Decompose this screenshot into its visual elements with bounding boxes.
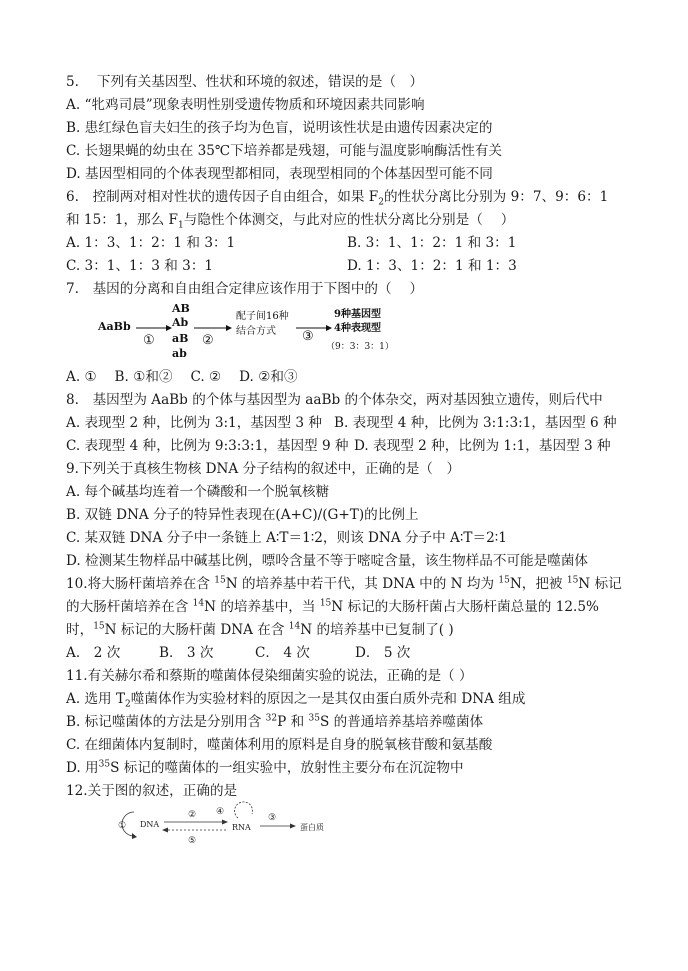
- q11-t2-subscript: 2: [125, 699, 131, 710]
- q12-label-5: ⑤: [188, 836, 197, 846]
- q11-sup-35-b: 35: [98, 759, 111, 770]
- q11-a-part-b: 噬菌体作为实验材料的原因之一是其仅由蛋白质外壳和 DNA 组成: [130, 691, 526, 707]
- q7-result-line2: 4种表现型: [334, 323, 381, 334]
- q11-option-b: [66, 713, 483, 731]
- q11-d-part-a: D. 用: [66, 760, 99, 776]
- q7-middle-line2: 结合方式: [236, 326, 276, 337]
- q5-stem: 5. 下列有关基因型、性状和环境的叙述，错误的是（ ）: [66, 74, 424, 90]
- q6-stem2-part-a: 和 15：1，那么 F: [66, 212, 178, 228]
- q10-l3-part-a: 时，: [66, 622, 94, 638]
- q11-option-c: C. 在细菌体内复制时，噬菌体利用的原料是自身的脱氧核苷酸和氨基酸: [66, 737, 493, 753]
- q10-l2-part-a: 的大肠杆菌培养在含: [66, 599, 193, 615]
- q10-l3-part-c: N 的培养基中已复制了( ): [300, 622, 454, 638]
- q5-option-b: B. 患红绿色盲夫妇生的孩子均为色盲，说明该性状是由遗传因素决定的: [66, 120, 493, 136]
- q7-middle-line1: 配子间16种: [236, 311, 289, 322]
- q7-step3-label: ③: [302, 329, 314, 344]
- q9-option-b: B. 双链 DNA 分子的特异性表现在(A+C)/(G+T)的比例上: [66, 507, 419, 523]
- q11-a-part-a: A. 选用 T: [66, 691, 126, 707]
- q12-protein-label: 蛋白质: [300, 823, 324, 832]
- q11-b-part-b: P 和: [277, 714, 309, 730]
- q7-result-line1: 9种基因型: [334, 309, 381, 320]
- q7-gamete-ab-mixed2: aB: [172, 332, 189, 345]
- q10-sup-15-c: 15: [566, 575, 579, 586]
- q7-options: A. ① B. ①和② C. ② D. ②和③: [66, 369, 298, 385]
- q10-stem-line2: [66, 598, 599, 616]
- q9-stem: 9.下列关于真核生物核 DNA 分子结构的叙述中，正确的是（ ）: [66, 461, 461, 477]
- q10-l1-part-b: N 的培养基中若干代，其 DNA 中的 N 均为: [225, 576, 499, 592]
- q6-stem-line1: [66, 188, 608, 206]
- q10-sup-14-a: 14: [192, 598, 205, 609]
- q10-l2-part-b: N 的培养基中，当: [204, 599, 320, 615]
- q10-stem-line1: [66, 575, 622, 593]
- q9-option-c: C. 某双链 DNA 分子中一条链上 A∶T＝1∶2，则该 DNA 分子中 A∶T＝2∶1: [66, 530, 507, 546]
- q6-option-b: B. 3：1、1：2：1 和 3：1: [347, 235, 517, 251]
- q7-diagram: [90, 300, 430, 362]
- q7-step1-label: ①: [143, 333, 155, 348]
- q10-stem-line3: [66, 621, 454, 639]
- q10-option-d: D． 5 次: [355, 645, 411, 661]
- q12-label-3: ③: [268, 813, 277, 823]
- q6-stem-part-a: 6. 控制两对相对性状的遗传因子自由组合，如果 F: [66, 189, 379, 205]
- q5-option-a: A. “牝鸡司晨”现象表明性别受遗传物质和环境因素共同影响: [66, 97, 425, 113]
- q9-option-a: A. 每个碱基均连着一个磷酸和一个脱氧核糖: [66, 484, 330, 500]
- q10-sup-15-e: 15: [93, 621, 105, 632]
- q12-label-4: ④: [216, 807, 225, 817]
- q12-stem: 12.关于图的叙述，正确的是: [66, 783, 238, 799]
- q12-label-1: ①: [118, 821, 127, 831]
- q12-diagram: [112, 800, 352, 850]
- q10-sup-15-a: 15: [214, 575, 226, 586]
- q10-option-a: A． 2 次: [66, 645, 121, 661]
- q6-f1-subscript: 1: [178, 220, 184, 231]
- q12-label-2: ②: [188, 810, 197, 820]
- q7-step2-label: ②: [202, 333, 214, 348]
- q11-b-part-c: S 的普通培养基培养噬菌体: [319, 714, 484, 730]
- q7-gamete-ab-lower: ab: [172, 347, 187, 360]
- q6-stem-line2: [66, 211, 514, 229]
- q10-option-b: B． 3 次: [159, 645, 214, 661]
- q6-stem2-part-b: 与隐性个体测交，与此对应的性状分离比分别是（ ）: [183, 212, 515, 228]
- q10-sup-15-d: 15: [319, 598, 332, 609]
- q8-stem: 8. 基因型为 AaBb 的个体与基因型为 aaBb 的个体杂交，两对基因独立遗传，则后代中: [66, 392, 603, 408]
- q11-option-d: [66, 759, 464, 777]
- q10-sup-15-b: 15: [498, 575, 510, 586]
- q10-option-c: C． 4 次: [255, 645, 310, 661]
- q11-d-part-b: S 标记的噬菌体的一组实验中，放射性主要分布在沉淀物中: [110, 760, 464, 776]
- q7-gamete-ab-upper: AB: [172, 302, 190, 315]
- q7-stem: 7. 基因的分离和自由组合定律应该作用于下图中的（ ）: [66, 281, 424, 297]
- q10-l2-part-c: N 标记的大肠杆菌占大肠杆菌总量的 12.5%: [331, 599, 599, 615]
- q12-rna-label: RNA: [232, 823, 251, 832]
- q10-sup-14-b: 14: [288, 621, 301, 632]
- q10-l3-part-b: N 标记的大肠杆菌 DNA 在含: [104, 622, 289, 638]
- q8-option-c: C. 表现型 4 种，比例为 9:3:3:1，基因型 9 种: [66, 438, 349, 454]
- q8-option-d: D. 表现型 2 种，比例为 1:1，基因型 3 种: [354, 438, 611, 454]
- q10-l1-part-d: N 标记: [578, 576, 622, 592]
- q11-stem: 11.有关赫尔希和蔡斯的噬菌体侵染细菌实验的说法，正确的是（ ）: [66, 668, 473, 684]
- q10-l1-part-a: 10.将大肠杆菌培养在含: [66, 576, 215, 592]
- q11-option-a: [66, 690, 525, 708]
- q5-option-d: D. 基因型相同的个体表现型都相同，表现型相同的个体基因型可能不同: [66, 166, 493, 182]
- q7-start-genotype: AaBb: [98, 320, 131, 333]
- q9-option-d: D. 检测某生物样品中碱基比例，嘌呤含量不等于嘧啶含量，该生物样品不可能是噬菌体: [66, 553, 589, 569]
- q5-option-c: C. 长翅果蝇的幼虫在 35℃下培养都是残翅，可能与温度影响酶活性有关: [66, 143, 503, 159]
- q11-sup-35-a: 35: [308, 713, 320, 724]
- q10-l1-part-c: N，把被: [509, 576, 567, 592]
- q6-stem-part-b: 的性状分离比分别为 9：7、9：6：1: [383, 189, 609, 205]
- q11-b-part-a: B. 标记噬菌体的方法是分别用含: [66, 714, 266, 730]
- q6-f2-subscript: 2: [378, 197, 384, 208]
- q8-option-b: B. 表现型 4 种，比例为 3:1:3:1，基因型 6 种: [334, 415, 617, 431]
- q7-result-ratio: （9：3：3：1）: [326, 342, 394, 352]
- q7-gamete-ab-mixed1: Ab: [172, 316, 189, 329]
- q8-option-a: A. 表现型 2 种，比例为 3:1，基因型 3 种: [66, 415, 322, 431]
- q6-option-c: C. 3：1、1：3 和 3：1: [66, 258, 214, 274]
- q12-dna-label: DNA: [140, 820, 160, 829]
- q6-option-a: A. 1：3、1：2：1 和 3：1: [66, 235, 236, 251]
- q11-sup-32: 32: [265, 713, 278, 724]
- q6-option-d: D. 1：3、1：2：1 和 1：3: [347, 258, 517, 274]
